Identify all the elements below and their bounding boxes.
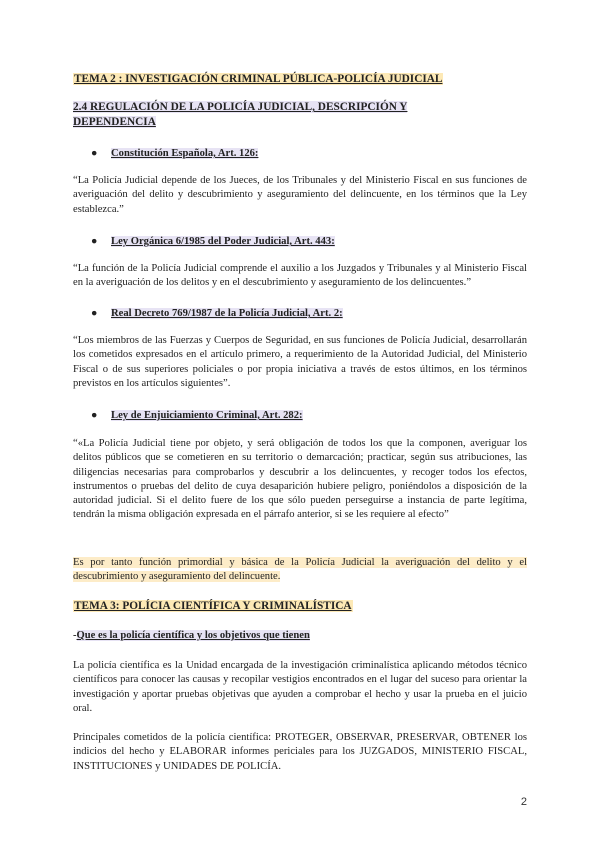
section-heading: 2.4 REGULACIÓN DE LA POLICÍA JUDICIAL, DESCRIPCIÓN Y DEPENDENCIA [73, 101, 408, 128]
tema3-paragraph-2: Principales cometidos de la policía científica: PROTEGER, OBSERVAR, PRESERVAR, OBTENER los indicios del hecho y ELABORAR informes periciales para los JUZGADOS, MINISTERIO FISCAL, INSTITUCIONES y UNIDADES DE POLICÍA. [73, 732, 527, 772]
bullet-icon: ● [91, 308, 98, 319]
conclusion-paragraph: Es por tanto función primordial y básica de la Policía Judicial la averiguación del delito y el descubrimiento y aseguramiento del delincuente. [73, 557, 527, 583]
bullet-lecrim [91, 409, 303, 423]
quote-lecrim: “«La Policía Judicial tiene por objeto, y será obligación de todos los que la componen, averiguar los delitos públicos que se cometieren en su territorio o demarcación; practicar, según sus atribuciones, las diligencias necesarias para comprobarlos y descubrir a los delincuentes, y recoger todos los efectos, instrumentos o pruebas del delito de cuya desaparición hubiere peligro, poniéndolos a disposición de la autoridad judicial. Si el delito fuere de los que sólo pueden perseguirse a instancia de parte legítima, tendrán la misma obligación expresada en el párrafo anterior, si se les requiere al efecto” [73, 438, 527, 521]
bullet-constitucion [91, 147, 259, 161]
page-number: 2 [520, 796, 527, 808]
bullet-icon: ● [91, 236, 98, 247]
tema2-title: TEMA 2 : INVESTIGACIÓN CRIMINAL PÚBLICA-POLICÍA JUDICIAL [74, 73, 443, 85]
bullet-lopj [91, 235, 335, 249]
quote-real-decreto: “Los miembros de las Fuerzas y Cuerpos de Seguridad, en sus funciones de Policía Judicial, desarrollarán los cometidos expresados en el artículo primero, a requerimiento de la Autoridad Judicial, del Ministerio Fiscal o de sus superiores policiales o por propia iniciativa a través de estos últimos, en los términos previstos en los artículos siguientes”. [73, 335, 527, 389]
bullet-label: Constitución Española, Art. 126: [111, 148, 259, 159]
tema3-title: TEMA 3: POLÍCIA CIENTÍFICA Y CRIMINALÍSTICA [74, 600, 352, 612]
tema3-paragraph-1: La policía científica es la Unidad encargada de la investigación criminalística aplicando métodos técnico científicos para conocer las causas y recopilar vestigios encontrados en el lugar del suceso para orientar la investigación y aportar pruebas objetivas que ayuden a comprobar el hecho y usar la prueba en el juicio oral. [73, 660, 527, 714]
bullet-icon: ● [91, 148, 98, 159]
bullet-label: Ley de Enjuiciamiento Criminal, Art. 282: [111, 410, 303, 421]
subheading-dash: - [73, 630, 77, 641]
bullet-icon: ● [91, 410, 98, 421]
bullet-label: Ley Orgánica 6/1985 del Poder Judicial, Art. 443: [111, 236, 335, 247]
quote-constitucion: “La Policía Judicial depende de los Jueces, de los Tribunales y del Ministerio Fiscal en sus funciones de averiguación del delito y descubrimiento y aseguramiento del delincuente, en los términos que la Ley establezca.” [73, 175, 527, 215]
bullet-label: Real Decreto 769/1987 de la Policía Judicial, Art. 2: [111, 308, 343, 319]
tema3-subheading: -Que es la policía científica y los objetivos que tienen [73, 630, 310, 641]
quote-lopj: “La función de la Policía Judicial comprende el auxilio a los Juzgados y Tribunales y al Ministerio Fiscal en la averiguación de los delitos y en el descubrimiento y aseguramiento de los delincuentes.” [73, 263, 527, 289]
bullet-real-decreto [91, 307, 343, 321]
